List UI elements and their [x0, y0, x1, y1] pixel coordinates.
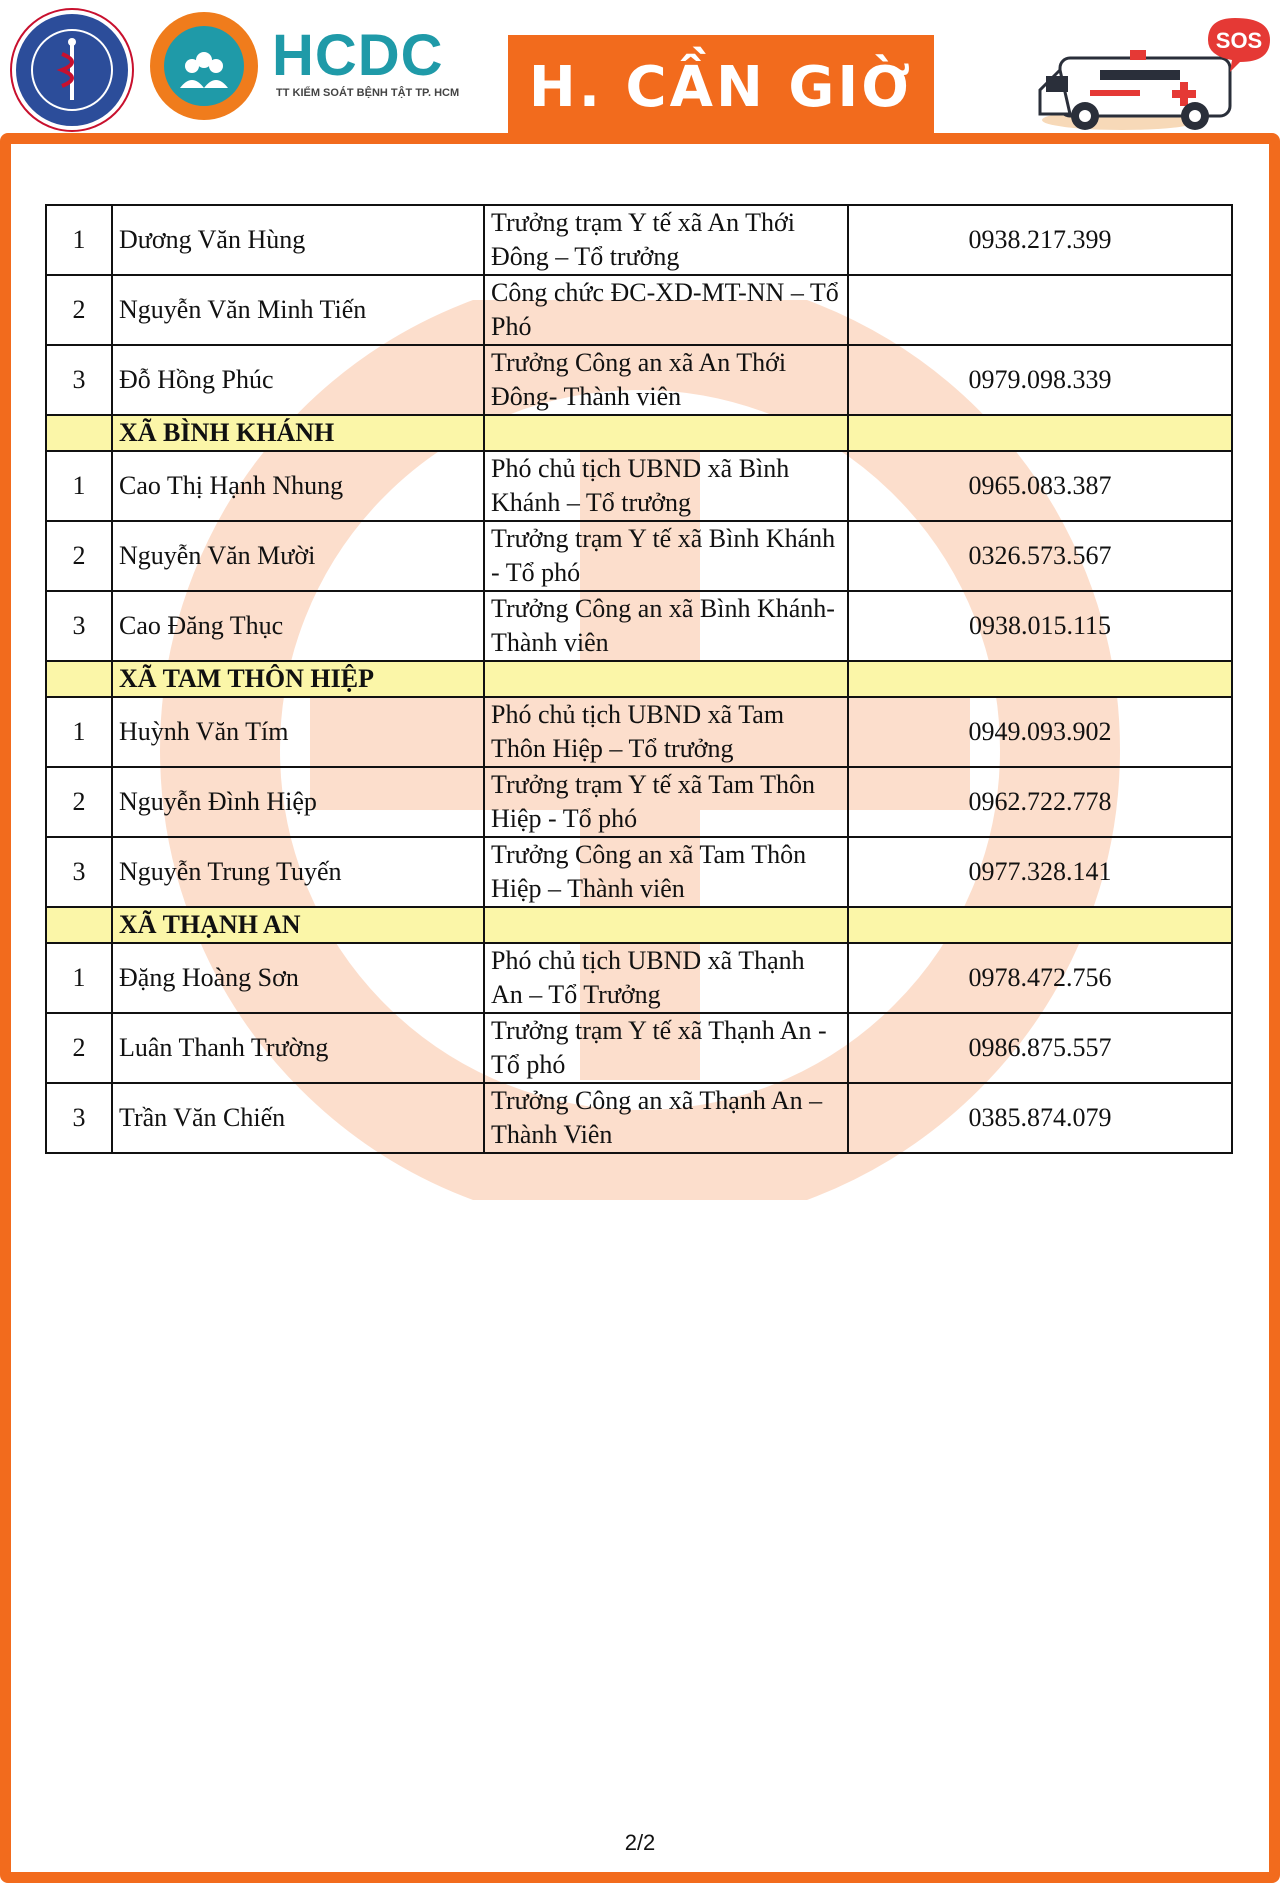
table-row	[46, 837, 1232, 907]
row-number: 3	[46, 591, 112, 661]
section-empty-cell	[848, 415, 1232, 451]
row-number: 1	[46, 943, 112, 1013]
member-role: Trưởng trạm Y tế xã Tam Thôn Hiệp - Tổ phó	[484, 767, 848, 837]
table-row	[46, 591, 1232, 661]
member-name: Cao Đăng Thục	[112, 591, 484, 661]
section-title: XÃ TAM THÔN HIỆP	[112, 661, 484, 697]
table-row	[46, 205, 1232, 275]
ambulance-icon	[1030, 10, 1275, 138]
community-icon	[164, 26, 244, 106]
member-role: Trưởng trạm Y tế xã Thạnh An - Tổ phó	[484, 1013, 848, 1083]
member-phone	[848, 275, 1232, 345]
caduceus-icon	[16, 14, 128, 126]
row-number: 1	[46, 451, 112, 521]
section-empty-cell	[848, 907, 1232, 943]
member-phone: 0962.722.778	[848, 767, 1232, 837]
member-name: Luân Thanh Trường	[112, 1013, 484, 1083]
member-phone: 0949.093.902	[848, 697, 1232, 767]
table-row	[46, 943, 1232, 1013]
member-name: Nguyễn Đình Hiệp	[112, 767, 484, 837]
member-name: Nguyễn Văn Mười	[112, 521, 484, 591]
row-number: 3	[46, 345, 112, 415]
member-phone: 0977.328.141	[848, 837, 1232, 907]
member-name: Nguyễn Văn Minh Tiến	[112, 275, 484, 345]
member-name: Nguyễn Trung Tuyến	[112, 837, 484, 907]
member-name: Đỗ Hồng Phúc	[112, 345, 484, 415]
member-role: Phó chủ tịch UBND xã Bình Khánh – Tổ trưởng	[484, 451, 848, 521]
member-phone: 0938.217.399	[848, 205, 1232, 275]
member-role: Trưởng Công an xã Thạnh An – Thành Viên	[484, 1083, 848, 1153]
member-phone: 0385.874.079	[848, 1083, 1232, 1153]
member-role: Trưởng trạm Y tế xã An Thới Đông – Tổ trưởng	[484, 205, 848, 275]
member-phone: 0938.015.115	[848, 591, 1232, 661]
member-role: Trưởng Công an xã Bình Khánh- Thành viên	[484, 591, 848, 661]
member-role: Trưởng trạm Y tế xã Bình Khánh - Tổ phó	[484, 521, 848, 591]
section-header-row	[46, 661, 1232, 697]
section-num-cell	[46, 907, 112, 943]
row-number: 1	[46, 205, 112, 275]
section-empty-cell	[484, 415, 848, 451]
table-row	[46, 767, 1232, 837]
section-title: XÃ THẠNH AN	[112, 907, 484, 943]
member-role: Công chức ĐC-XD-MT-NN – Tổ Phó	[484, 275, 848, 345]
member-phone: 0965.083.387	[848, 451, 1232, 521]
row-number: 3	[46, 837, 112, 907]
brand-name: HCDC	[272, 23, 444, 88]
row-number: 2	[46, 275, 112, 345]
table-row	[46, 1083, 1232, 1153]
member-name: Huỳnh Văn Tím	[112, 697, 484, 767]
section-num-cell	[46, 661, 112, 697]
row-number: 2	[46, 1013, 112, 1083]
table-row	[46, 1013, 1232, 1083]
member-name: Dương Văn Hùng	[112, 205, 484, 275]
hcdc-logo	[150, 12, 258, 120]
brand-subtitle: TT KIỂM SOÁT BỆNH TẬT TP. HCM	[276, 87, 460, 99]
section-header-row	[46, 415, 1232, 451]
member-phone: 0979.098.339	[848, 345, 1232, 415]
member-role: Phó chủ tịch UBND xã Thạnh An – Tổ Trưởng	[484, 943, 848, 1013]
table-row	[46, 521, 1232, 591]
district-title-banner	[508, 35, 934, 140]
section-empty-cell	[484, 907, 848, 943]
member-name: Cao Thị Hạnh Nhung	[112, 451, 484, 521]
page-number: 2/2	[624, 1830, 656, 1855]
district-title: H. CẦN GIỜ	[528, 55, 914, 120]
row-number: 3	[46, 1083, 112, 1153]
member-phone: 0986.875.557	[848, 1013, 1232, 1083]
row-number: 2	[46, 767, 112, 837]
section-empty-cell	[848, 661, 1232, 697]
member-role: Trưởng Công an xã An Thới Đông- Thành viên	[484, 345, 848, 415]
member-role: Phó chủ tịch UBND xã Tam Thôn Hiệp – Tổ trưởng	[484, 697, 848, 767]
section-empty-cell	[484, 661, 848, 697]
member-name: Trần Văn Chiến	[112, 1083, 484, 1153]
row-number: 1	[46, 697, 112, 767]
table-row	[46, 275, 1232, 345]
section-title: XÃ BÌNH KHÁNH	[112, 415, 484, 451]
section-num-cell	[46, 415, 112, 451]
table-row	[46, 345, 1232, 415]
table-row	[46, 451, 1232, 521]
row-number: 2	[46, 521, 112, 591]
contact-table	[45, 204, 1233, 1154]
member-phone: 0978.472.756	[848, 943, 1232, 1013]
member-name: Đặng Hoàng Sơn	[112, 943, 484, 1013]
section-header-row	[46, 907, 1232, 943]
member-phone: 0326.573.567	[848, 521, 1232, 591]
sos-label: SOS	[1215, 28, 1263, 53]
table-row	[46, 697, 1232, 767]
department-of-health-logo	[12, 10, 132, 130]
page-header	[0, 0, 1280, 140]
member-role: Trưởng Công an xã Tam Thôn Hiệp – Thành viên	[484, 837, 848, 907]
